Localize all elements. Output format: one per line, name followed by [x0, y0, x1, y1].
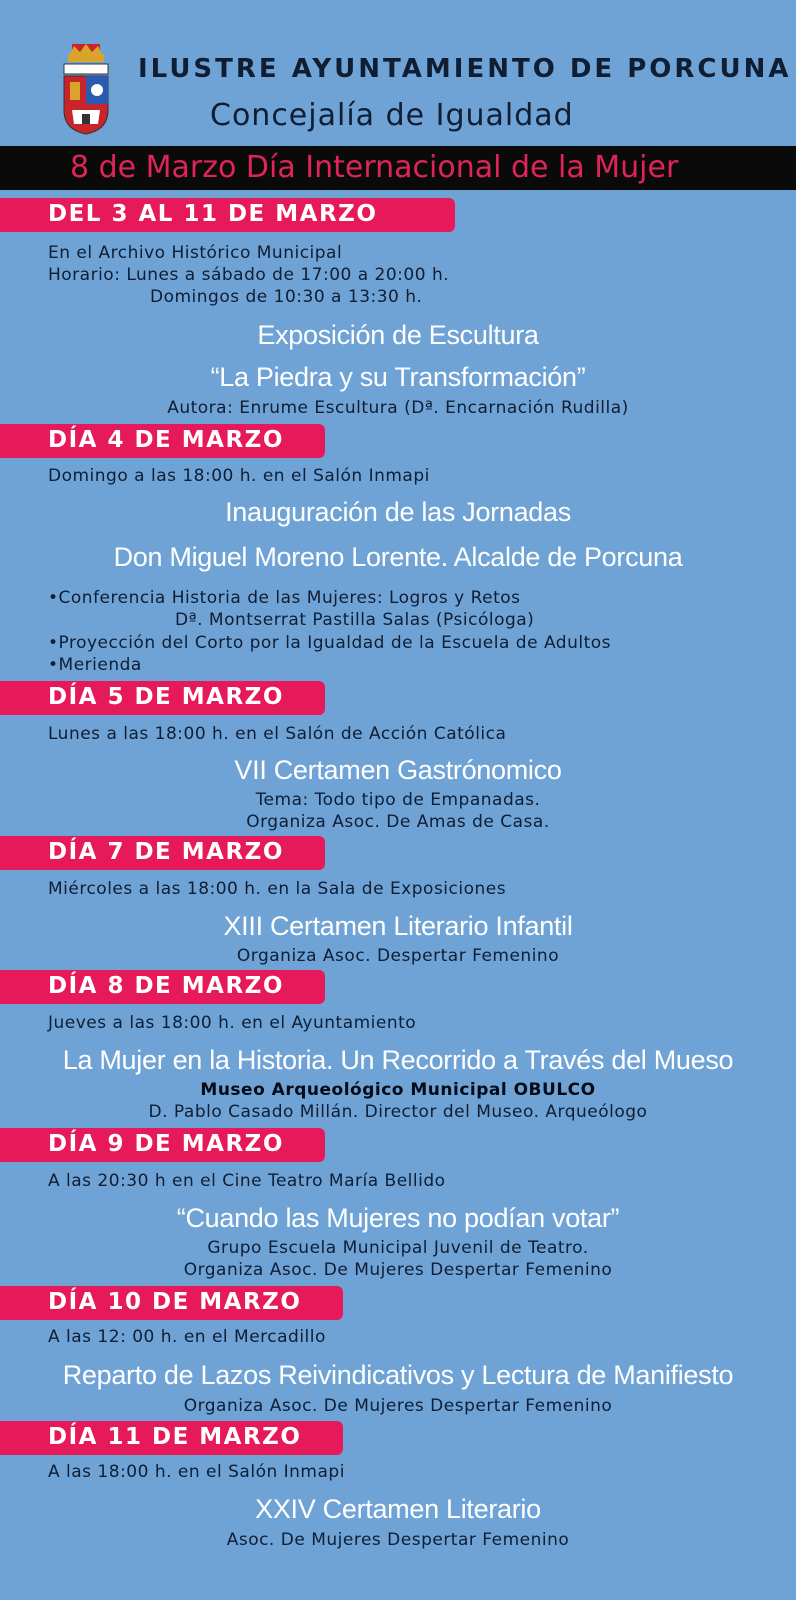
event-note: Autora: Enrume Escultura (Dª. Encarnación Rudilla)	[167, 398, 629, 418]
event-note: Organiza Asoc. De Amas de Casa.	[246, 812, 550, 832]
date-label: DÍA 11 DE MARZO	[48, 1424, 302, 1450]
date-label: DÍA 8 DE MARZO	[48, 973, 284, 999]
date-label: DÍA 5 DE MARZO	[48, 684, 284, 710]
event-title: Exposición de Escultura	[257, 320, 539, 350]
event-note: Organiza Asoc. Despertar Femenino	[236, 946, 560, 966]
event-title: VII Certamen Gastrónomico	[234, 755, 562, 785]
department-name: Concejalía de Igualdad	[210, 98, 574, 133]
event-detail: A las 20:30 h en el Cine Teatro María Bellido	[48, 1171, 446, 1191]
event-title: XXIV Certamen Literario	[255, 1494, 541, 1524]
bullet-item: •Conferencia Historia de las Mujeres: Logros y Retos	[48, 588, 521, 608]
date-label: DÍA 10 DE MARZO	[48, 1289, 302, 1315]
date-tab	[0, 1128, 325, 1162]
date-tab	[0, 424, 325, 458]
event-detail: Lunes a las 18:00 h. en el Salón de Acción Católica	[48, 724, 507, 744]
event-detail: Domingo a las 18:00 h. en el Salón Inmapi	[48, 466, 430, 486]
event-note: Grupo Escuela Municipal Juvenil de Teatro.	[207, 1238, 589, 1258]
date-label: DÍA 9 DE MARZO	[48, 1131, 284, 1157]
event-detail: Jueves a las 18:00 h. en el Ayuntamiento	[48, 1013, 417, 1033]
date-tab	[0, 1421, 343, 1455]
event-detail: Domingos de 10:30 a 13:30 h.	[150, 287, 423, 307]
event-title: “Cuando las Mujeres no podían votar”	[176, 1203, 620, 1233]
bullet-item: •Merienda	[48, 655, 142, 675]
event-note: Museo Arqueológico Municipal OBULCO	[200, 1080, 596, 1100]
event-detail: Miércoles a las 18:00 h. en la Sala de Exposiciones	[48, 879, 507, 899]
organization-name: ILUSTRE AYUNTAMIENTO DE PORCUNA	[138, 54, 792, 84]
banner-title: 8 de Marzo Día Internacional de la Mujer	[70, 150, 679, 185]
event-note: Asoc. De Mujeres Despertar Femenino	[226, 1530, 570, 1550]
event-note: Organiza Asoc. De Mujeres Despertar Femenino	[183, 1396, 613, 1416]
header	[0, 0, 796, 142]
event-title: “La Piedra y su Transformación”	[210, 362, 586, 392]
coat-of-arms-icon	[58, 40, 114, 136]
bullet-subitem: Dª. Montserrat Pastilla Salas (Psicóloga)	[175, 610, 535, 630]
event-title: Don Miguel Moreno Lorente. Alcalde de Porcuna	[113, 542, 683, 572]
date-tab	[0, 1286, 343, 1320]
event-note: Organiza Asoc. De Mujeres Despertar Femenino	[183, 1260, 613, 1280]
date-tab	[0, 970, 325, 1004]
date-label: DEL 3 AL 11 DE MARZO	[48, 201, 378, 227]
event-note: D. Pablo Casado Millán. Director del Museo. Arqueólogo	[148, 1102, 648, 1122]
date-label: DÍA 7 DE MARZO	[48, 839, 284, 865]
event-title: Inauguración de las Jornadas	[225, 497, 571, 527]
bullet-item: •Proyección del Corto por la Igualdad de la Escuela de Adultos	[48, 633, 611, 653]
event-note: Tema: Todo tipo de Empanadas.	[255, 790, 541, 810]
event-title: XIII Certamen Literario Infantil	[223, 911, 573, 941]
date-label: DÍA 4 DE MARZO	[48, 427, 284, 453]
event-detail: A las 18:00 h. en el Salón Inmapi	[48, 1462, 345, 1482]
event-detail: En el Archivo Histórico Municipal	[48, 243, 343, 263]
event-detail: A las 12: 00 h. en el Mercadillo	[48, 1327, 326, 1347]
event-title: La Mujer en la Historia. Un Recorrido a Través del Mueso	[62, 1045, 734, 1075]
date-tab	[0, 198, 455, 232]
event-title: Reparto de Lazos Reivindicativos y Lectura de Manifiesto	[62, 1360, 734, 1390]
event-detail: Horario: Lunes a sábado de 17:00 a 20:00 h.	[48, 265, 450, 285]
date-tab	[0, 836, 325, 870]
date-tab	[0, 681, 325, 715]
